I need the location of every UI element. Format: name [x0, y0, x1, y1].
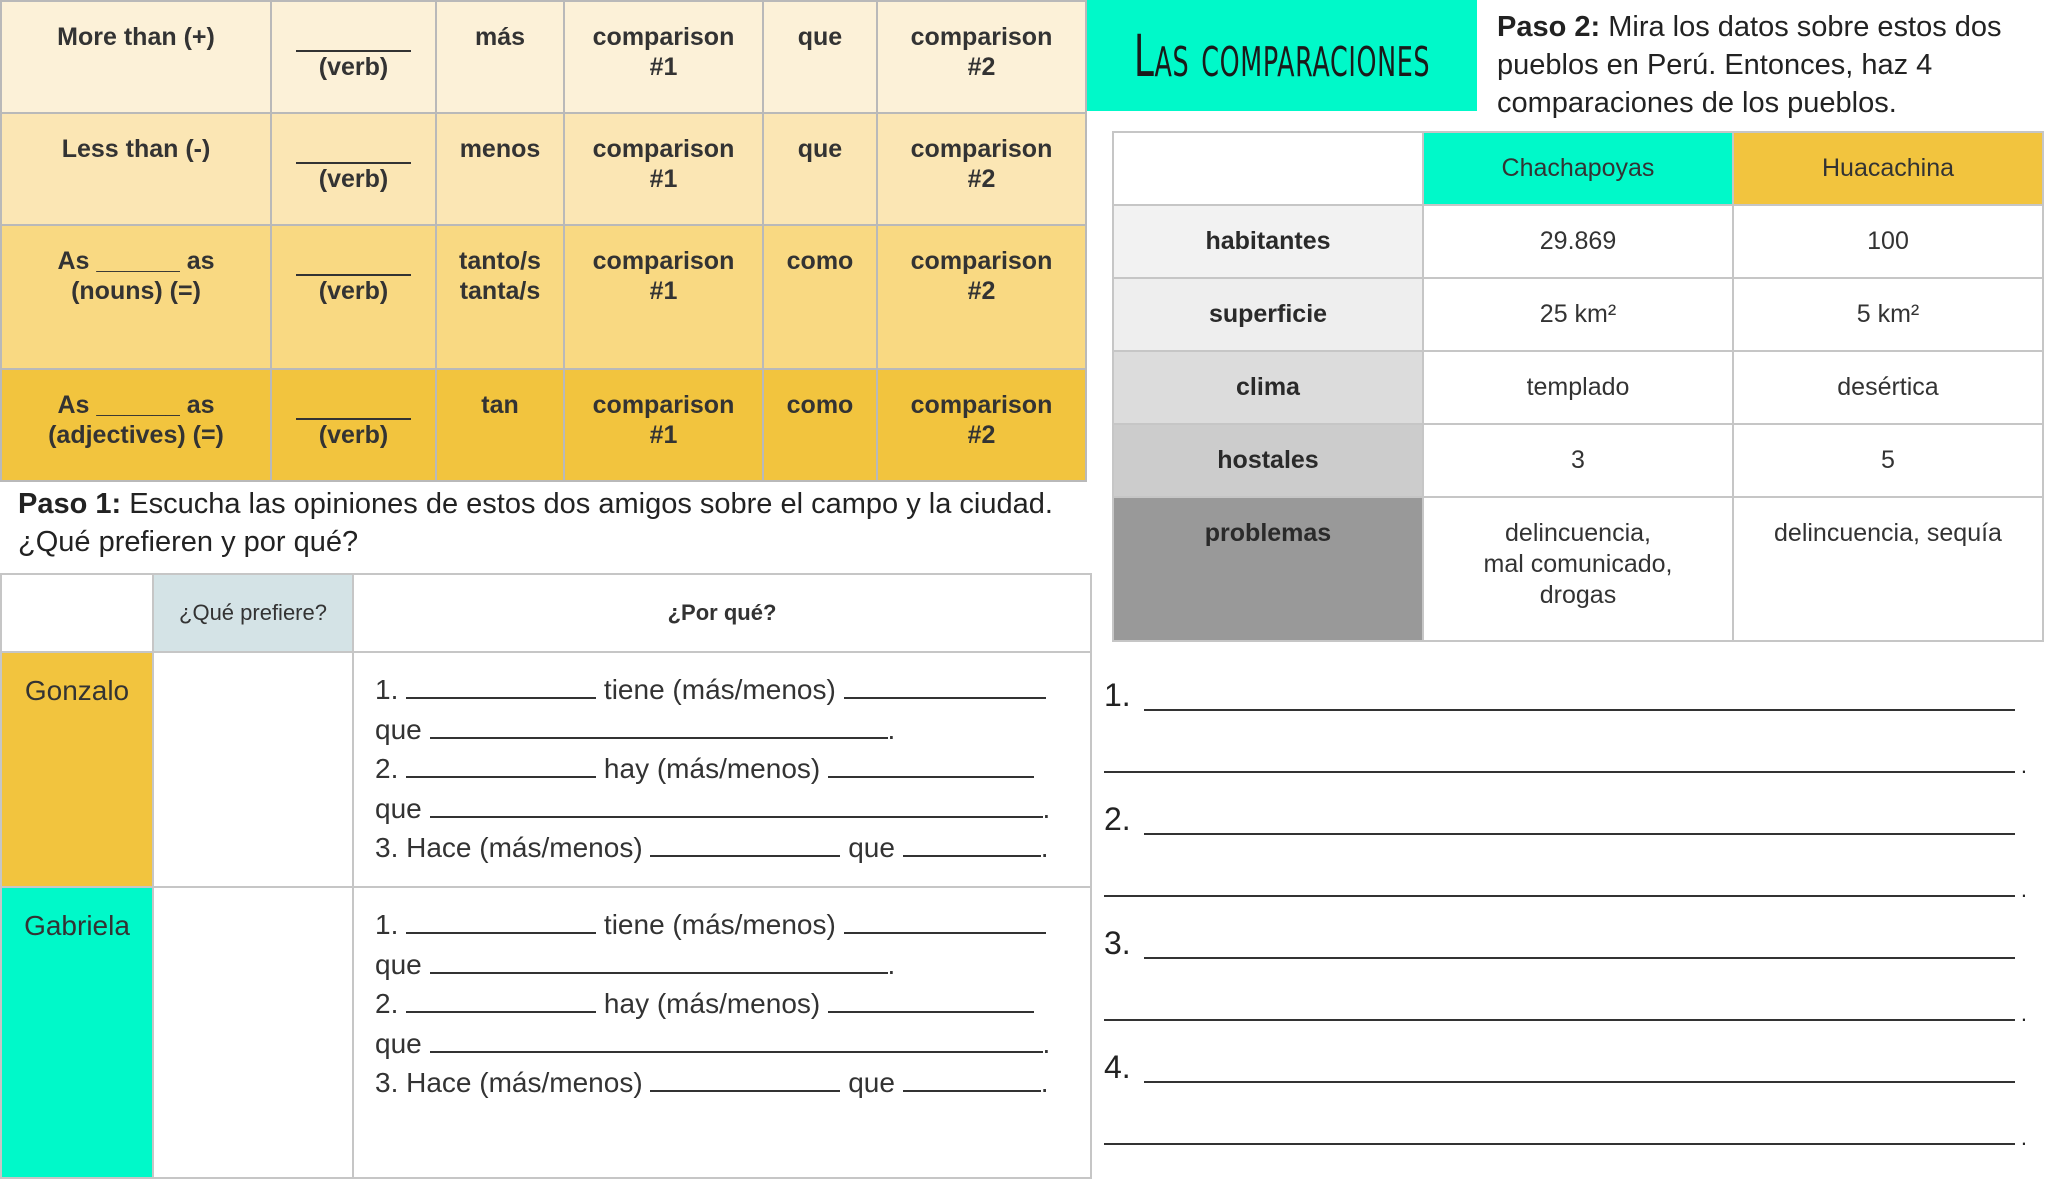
comparison-1: comparison #1 — [564, 113, 763, 225]
comparison-2: comparison #2 — [877, 225, 1086, 369]
empty-corner-cell — [1113, 132, 1423, 205]
porque-answer-cell[interactable]: 1. tiene (más/menos) que . 2. hay (más/menos) que . 3. Hace (más/menos) que . — [353, 887, 1091, 1178]
grammar-word: tanto/s tanta/s — [436, 225, 564, 369]
grammar-row-more — [1, 1, 1086, 113]
cell-value: delincuencia, mal comunicado, drogas — [1423, 497, 1733, 641]
grammar-label: More than (+) — [1, 1, 271, 113]
row-label-superficie: superficie — [1113, 278, 1423, 351]
comparison-grammar-table — [0, 0, 1087, 482]
prefiere-answer-cell[interactable] — [153, 887, 353, 1178]
towns-row — [1113, 424, 2043, 497]
answer-underline[interactable] — [1144, 709, 2015, 711]
person-name: Gabriela — [1, 887, 153, 1178]
comparison-1: comparison #1 — [564, 369, 763, 481]
row-label-hostales: hostales — [1113, 424, 1423, 497]
answer-line-1[interactable] — [1100, 665, 2045, 727]
towns-header-row — [1113, 132, 2043, 205]
grammar-conjunction: como — [763, 369, 877, 481]
paso1-text: Escucha las opiniones de estos dos amigos sobre el campo y la ciudad. ¿Qué prefieren y por qué? — [18, 488, 1053, 558]
verb-blank-cell: (verb) — [271, 113, 436, 225]
period-mark: . — [2020, 1001, 2027, 1026]
person-name: Gonzalo — [1, 652, 153, 887]
comparison-2: comparison #2 — [877, 113, 1086, 225]
period-mark: . — [2020, 1125, 2027, 1150]
prefiere-answer-cell[interactable] — [153, 652, 353, 887]
grammar-row-as-nouns — [1, 225, 1086, 369]
grammar-word: más — [436, 1, 564, 113]
cell-value: templado — [1423, 351, 1733, 424]
answer-underline[interactable] — [1104, 771, 2015, 773]
answer-number: 1. — [1104, 677, 1131, 713]
cell-value: 3 — [1423, 424, 1733, 497]
grammar-label: As ______ as (nouns) (=) — [1, 225, 271, 369]
row-label-clima: clima — [1113, 351, 1423, 424]
towns-row — [1113, 497, 2043, 641]
opinions-table — [0, 573, 1092, 1179]
answer-underline[interactable] — [1104, 895, 2015, 897]
opinions-header-row — [1, 574, 1091, 652]
period-mark: . — [2020, 877, 2027, 902]
towns-row — [1113, 205, 2043, 278]
answer-line-4[interactable] — [1100, 1037, 2045, 1099]
title-banner — [1087, 0, 1477, 111]
answer-line-2[interactable] — [1100, 789, 2045, 851]
grammar-conjunction: que — [763, 113, 877, 225]
cell-value: 5 km² — [1733, 278, 2043, 351]
paso2-instructions — [1497, 8, 2042, 122]
paso2-label: Paso 2: — [1497, 11, 1601, 43]
grammar-conjunction: que — [763, 1, 877, 113]
period-mark: . — [2020, 753, 2027, 778]
person-row-gonzalo — [1, 652, 1091, 887]
grammar-row-as-adjectives — [1, 369, 1086, 481]
paso2-text: Mira los datos sobre estos dos pueblos en Perú. Entonces, haz 4 comparaciones de los pueblos. — [1497, 11, 2002, 119]
towns-data-table — [1112, 131, 2044, 642]
cell-value: 5 — [1733, 424, 2043, 497]
answer-underline[interactable] — [1144, 833, 2015, 835]
answer-line-3-cont[interactable] — [1100, 975, 2045, 1037]
grammar-label: Less than (-) — [1, 113, 271, 225]
answer-number: 3. — [1104, 925, 1131, 961]
page-title: Las comparaciones — [1133, 21, 1431, 90]
cell-value: 29.869 — [1423, 205, 1733, 278]
grammar-conjunction: como — [763, 225, 877, 369]
answer-line-1-cont[interactable] — [1100, 727, 2045, 789]
comparison-1: comparison #1 — [564, 225, 763, 369]
verb-blank-cell: (verb) — [271, 225, 436, 369]
towns-row — [1113, 278, 2043, 351]
town-header-chachapoyas: Chachapoyas — [1423, 132, 1733, 205]
answer-line-2-cont[interactable] — [1100, 851, 2045, 913]
grammar-label: As ______ as (adjectives) (=) — [1, 369, 271, 481]
answer-number: 4. — [1104, 1049, 1131, 1085]
cell-value: desértica — [1733, 351, 2043, 424]
paso1-label: Paso 1: — [18, 488, 122, 520]
cell-value: 100 — [1733, 205, 2043, 278]
empty-corner-cell — [1, 574, 153, 652]
answer-number: 2. — [1104, 801, 1131, 837]
comparison-2: comparison #2 — [877, 1, 1086, 113]
row-label-habitantes: habitantes — [1113, 205, 1423, 278]
cell-value: delincuencia, sequía — [1733, 497, 2043, 641]
grammar-word: menos — [436, 113, 564, 225]
towns-row — [1113, 351, 2043, 424]
verb-blank-cell: (verb) — [271, 1, 436, 113]
person-row-gabriela — [1, 887, 1091, 1178]
answer-underline[interactable] — [1104, 1019, 2015, 1021]
porque-answer-cell[interactable]: 1. tiene (más/menos) que . 2. hay (más/menos) que . 3. Hace (más/menos) que . — [353, 652, 1091, 887]
answer-underline[interactable] — [1104, 1143, 2015, 1145]
cell-value: 25 km² — [1423, 278, 1733, 351]
header-por-que: ¿Por qué? — [353, 574, 1091, 652]
header-que-prefiere: ¿Qué prefiere? — [153, 574, 353, 652]
town-header-huacachina: Huacachina — [1733, 132, 2043, 205]
row-label-problemas: problemas — [1113, 497, 1423, 641]
grammar-row-less — [1, 113, 1086, 225]
grammar-word: tan — [436, 369, 564, 481]
comparison-1: comparison #1 — [564, 1, 763, 113]
comparison-2: comparison #2 — [877, 369, 1086, 481]
answer-underline[interactable] — [1144, 957, 2015, 959]
answer-line-3[interactable] — [1100, 913, 2045, 975]
answer-underline[interactable] — [1144, 1081, 2015, 1083]
paso1-instructions — [18, 485, 1078, 561]
verb-blank-cell: (verb) — [271, 369, 436, 481]
comparison-answer-lines — [1100, 665, 2045, 1161]
